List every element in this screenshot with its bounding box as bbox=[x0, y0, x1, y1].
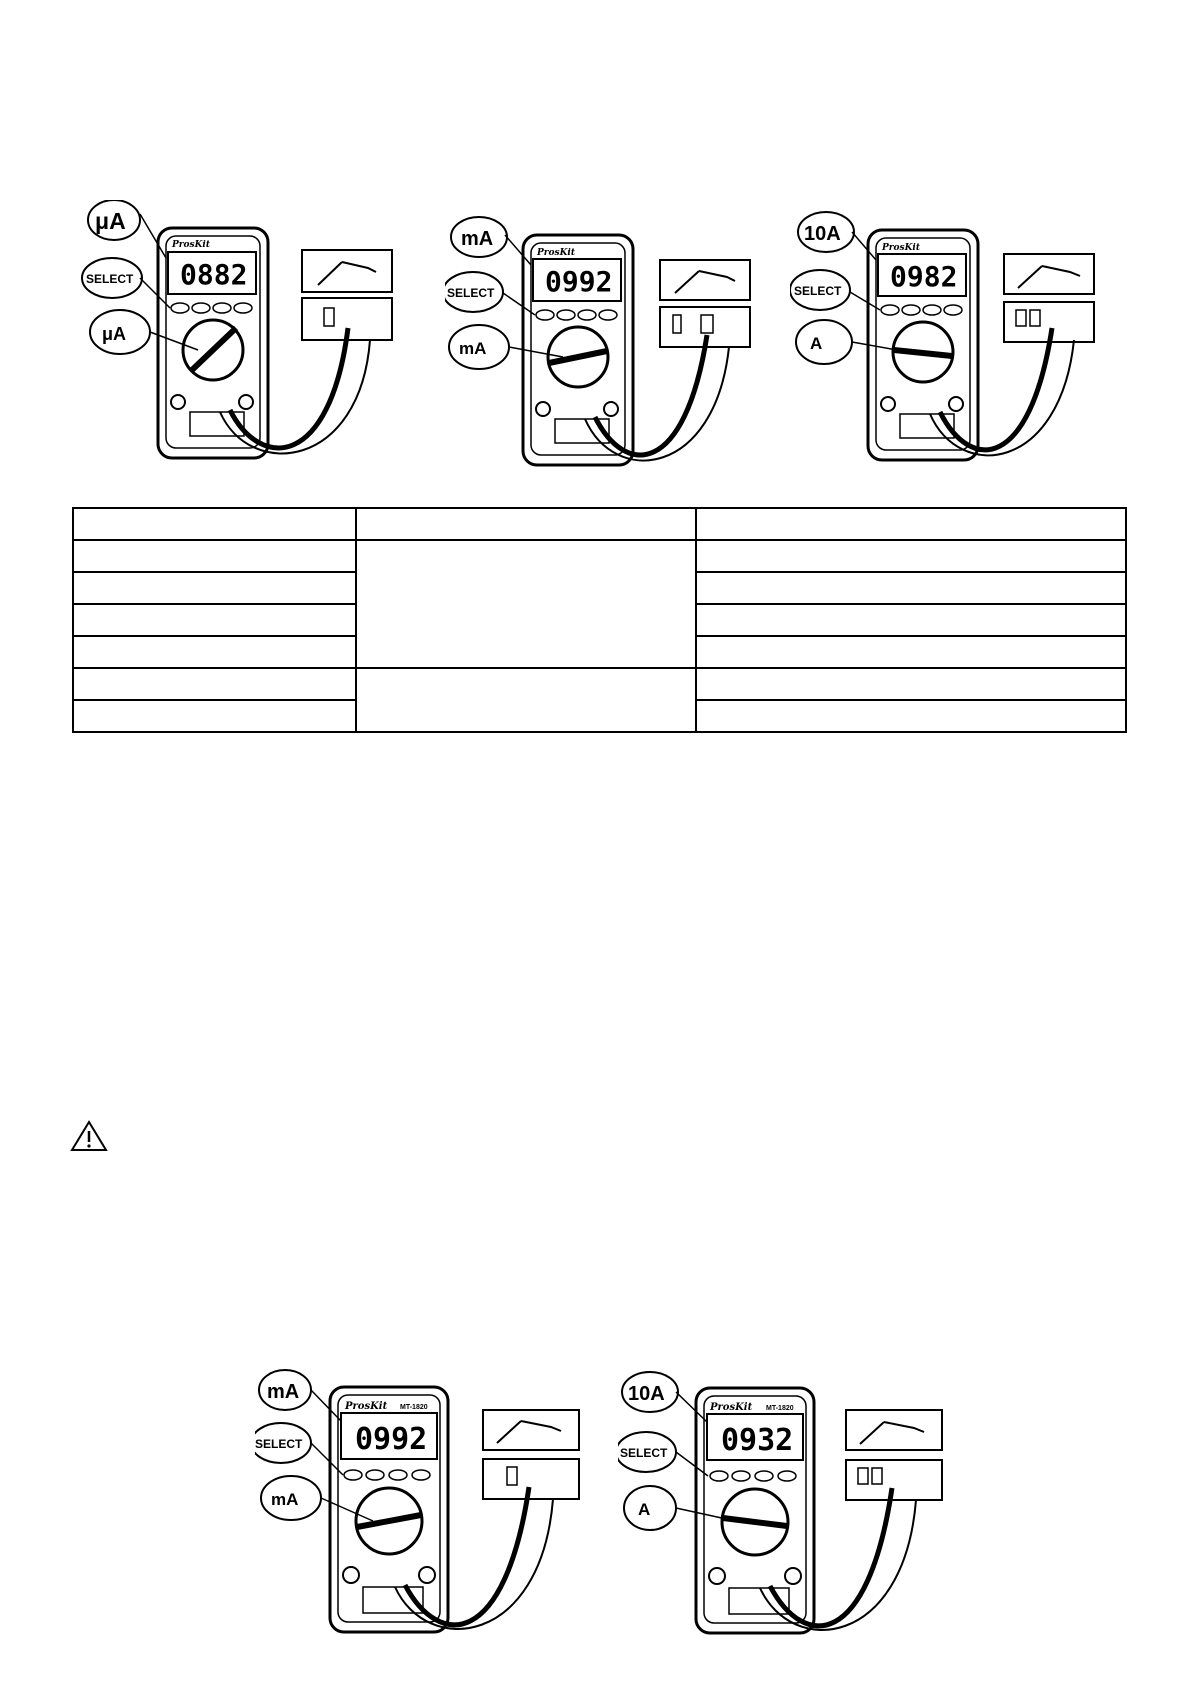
dial-callout: mA bbox=[271, 1490, 299, 1509]
table-cell bbox=[696, 604, 1126, 636]
figure-milliamp-mt1820 bbox=[255, 1365, 595, 1655]
select-callout: SELECT bbox=[86, 272, 134, 286]
range-callout: 10A bbox=[804, 223, 841, 245]
range-callout: mA bbox=[267, 1381, 300, 1403]
lcd-reading: 0882 bbox=[180, 258, 248, 291]
spec-table bbox=[72, 507, 1127, 733]
model-label: MT-1820 bbox=[766, 1405, 794, 1412]
range-callout: 10A bbox=[628, 1383, 665, 1405]
table-row bbox=[73, 668, 1126, 700]
dial-callout: A bbox=[810, 334, 823, 353]
dial-callout: μA bbox=[102, 324, 127, 344]
table-cell bbox=[73, 700, 356, 732]
table-cell bbox=[356, 508, 696, 540]
table-cell bbox=[696, 668, 1126, 700]
lcd-reading: 0992 bbox=[545, 265, 613, 298]
table-cell bbox=[73, 668, 356, 700]
range-callout: μA bbox=[95, 208, 126, 234]
brand-label: ProsKit bbox=[172, 240, 210, 250]
table-cell bbox=[696, 636, 1126, 668]
select-callout: SELECT bbox=[255, 1437, 303, 1451]
table-cell bbox=[73, 636, 356, 668]
warning-triangle-icon bbox=[70, 1120, 108, 1152]
table-cell bbox=[356, 540, 696, 668]
lcd-reading: 0982 bbox=[890, 260, 958, 293]
table-cell bbox=[696, 508, 1126, 540]
table-row bbox=[73, 508, 1126, 540]
brand-label: ProsKit bbox=[710, 1402, 753, 1413]
lcd-reading: 0992 bbox=[355, 1422, 428, 1457]
range-callout: mA bbox=[461, 228, 494, 250]
figure-microamp bbox=[80, 200, 420, 480]
table-cell bbox=[696, 700, 1126, 732]
table-cell bbox=[356, 668, 696, 732]
table-cell bbox=[696, 572, 1126, 604]
brand-label: ProsKit bbox=[537, 248, 575, 258]
select-callout: SELECT bbox=[447, 286, 495, 300]
table-cell bbox=[73, 540, 356, 572]
figure-milliamp bbox=[445, 215, 775, 485]
figure-10amp-mt1820 bbox=[618, 1368, 958, 1658]
select-callout: SELECT bbox=[620, 1446, 668, 1460]
table-cell bbox=[696, 540, 1126, 572]
brand-label: ProsKit bbox=[882, 243, 920, 253]
dial-callout: A bbox=[638, 1500, 651, 1519]
figure-10amp bbox=[790, 210, 1120, 480]
model-label: MT-1820 bbox=[400, 1404, 428, 1411]
lcd-reading: 0932 bbox=[721, 1423, 794, 1458]
table-cell bbox=[73, 508, 356, 540]
table-cell bbox=[73, 572, 356, 604]
brand-label: ProsKit bbox=[345, 1401, 388, 1412]
select-callout: SELECT bbox=[794, 284, 842, 298]
dial-callout: mA bbox=[459, 339, 487, 358]
table-cell bbox=[73, 604, 356, 636]
table-row bbox=[73, 540, 1126, 572]
